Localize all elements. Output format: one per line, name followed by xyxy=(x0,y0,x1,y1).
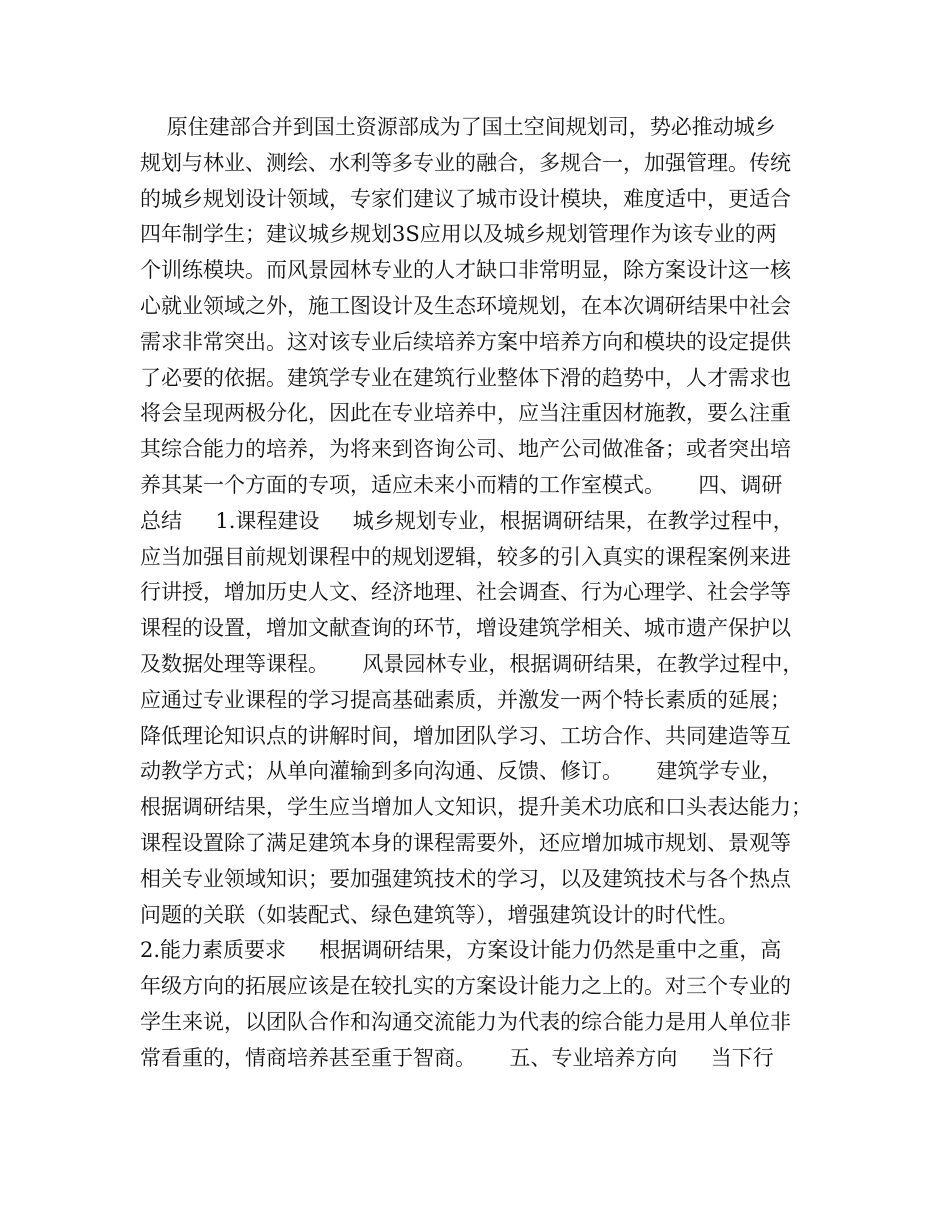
text-line: 规划与林业、测绘、水利等多专业的融合，多规合一，加强管理。传统 xyxy=(140,150,791,175)
text-line: 动教学方式；从单向灌输到多向沟通、反馈、修订。 建筑学专业， xyxy=(140,759,783,784)
text-line: 2.能力素质要求 根据调研结果，方案设计能力仍然是重中之重，高 xyxy=(140,938,782,963)
text-line: 相关专业领域知识；要加强建筑技术的学习，以及建筑技术与各个热点 xyxy=(140,866,791,891)
text-line: 心就业领域之外，施工图设计及生态环境规划，在本次调研结果中社会 xyxy=(140,293,791,318)
text-line: 了必要的依据。建筑学专业在建筑行业整体下滑的趋势中，人才需求也 xyxy=(140,365,791,390)
body-text xyxy=(140,110,830,1077)
text-line: 年级方向的拓展应该是在较扎实的方案设计能力之上的。对三个专业的 xyxy=(140,974,791,999)
text-line: 学生来说，以团队合作和沟通交流能力为代表的综合能力是用人单位非 xyxy=(140,1009,791,1034)
text-line: 问题的关联（如装配式、绿色建筑等），增强建筑设计的时代性。 xyxy=(140,902,739,927)
text-line: 课程的设置，增加文献查询的环节，增设建筑学相关、城市遗产保护以 xyxy=(140,616,791,641)
text-line: 应通过专业课程的学习提高基础素质，并激发一两个特长素质的延展； xyxy=(140,687,791,712)
text-line: 及数据处理等课程。 风景园林专业，根据调研结果，在教学过程中， xyxy=(140,651,804,676)
text-line: 将会呈现两极分化，因此在专业培养中，应当注重因材施教，要么注重 xyxy=(140,401,791,426)
text-line: 的城乡规划设计领域，专家们建议了城市设计模块，难度适中，更适合 xyxy=(140,186,791,211)
text-line: 养其某一个方面的专项，适应未来小而精的工作室模式。 四、调研 xyxy=(140,472,783,497)
text-line: 原住建部合并到国土资源部成为了国土空间规划司，势必推动城乡 xyxy=(140,115,776,139)
text-line: 总结 1.课程建设 城乡规划专业，根据调研结果，在教学过程中， xyxy=(140,508,794,533)
text-line: 课程设置除了满足建筑本身的课程需要外，还应增加城市规划、景观等 xyxy=(140,830,791,855)
text-line: 四年制学生；建议城乡规划3S应用以及城乡规划管理作为该专业的两 xyxy=(140,222,777,247)
text-line: 常看重的，情商培养甚至重于智商。 五、专业培养方向 当下行 xyxy=(140,1045,774,1070)
text-line: 根据调研结果，学生应当增加人文知识，提升美术功底和口头表达能力； xyxy=(140,795,812,820)
text-line: 其综合能力的培养，为将来到咨询公司、地产公司做准备；或者突出培 xyxy=(140,437,791,462)
text-line: 行讲授，增加历史人文、经济地理、社会调查、行为心理学、社会学等 xyxy=(140,580,791,605)
text-line: 个训练模块。而风景园林专业的人才缺口非常明显，除方案设计这一核 xyxy=(140,258,791,283)
text-line: 降低理论知识点的讲解时间，增加团队学习、工坊合作、共同建造等互 xyxy=(140,723,791,748)
text-line: 应当加强目前规划课程中的规划逻辑，较多的引入真实的课程案例来进 xyxy=(140,544,791,569)
text-line: 需求非常突出。这对该专业后续培养方案中培养方向和模块的设定提供 xyxy=(140,329,791,354)
